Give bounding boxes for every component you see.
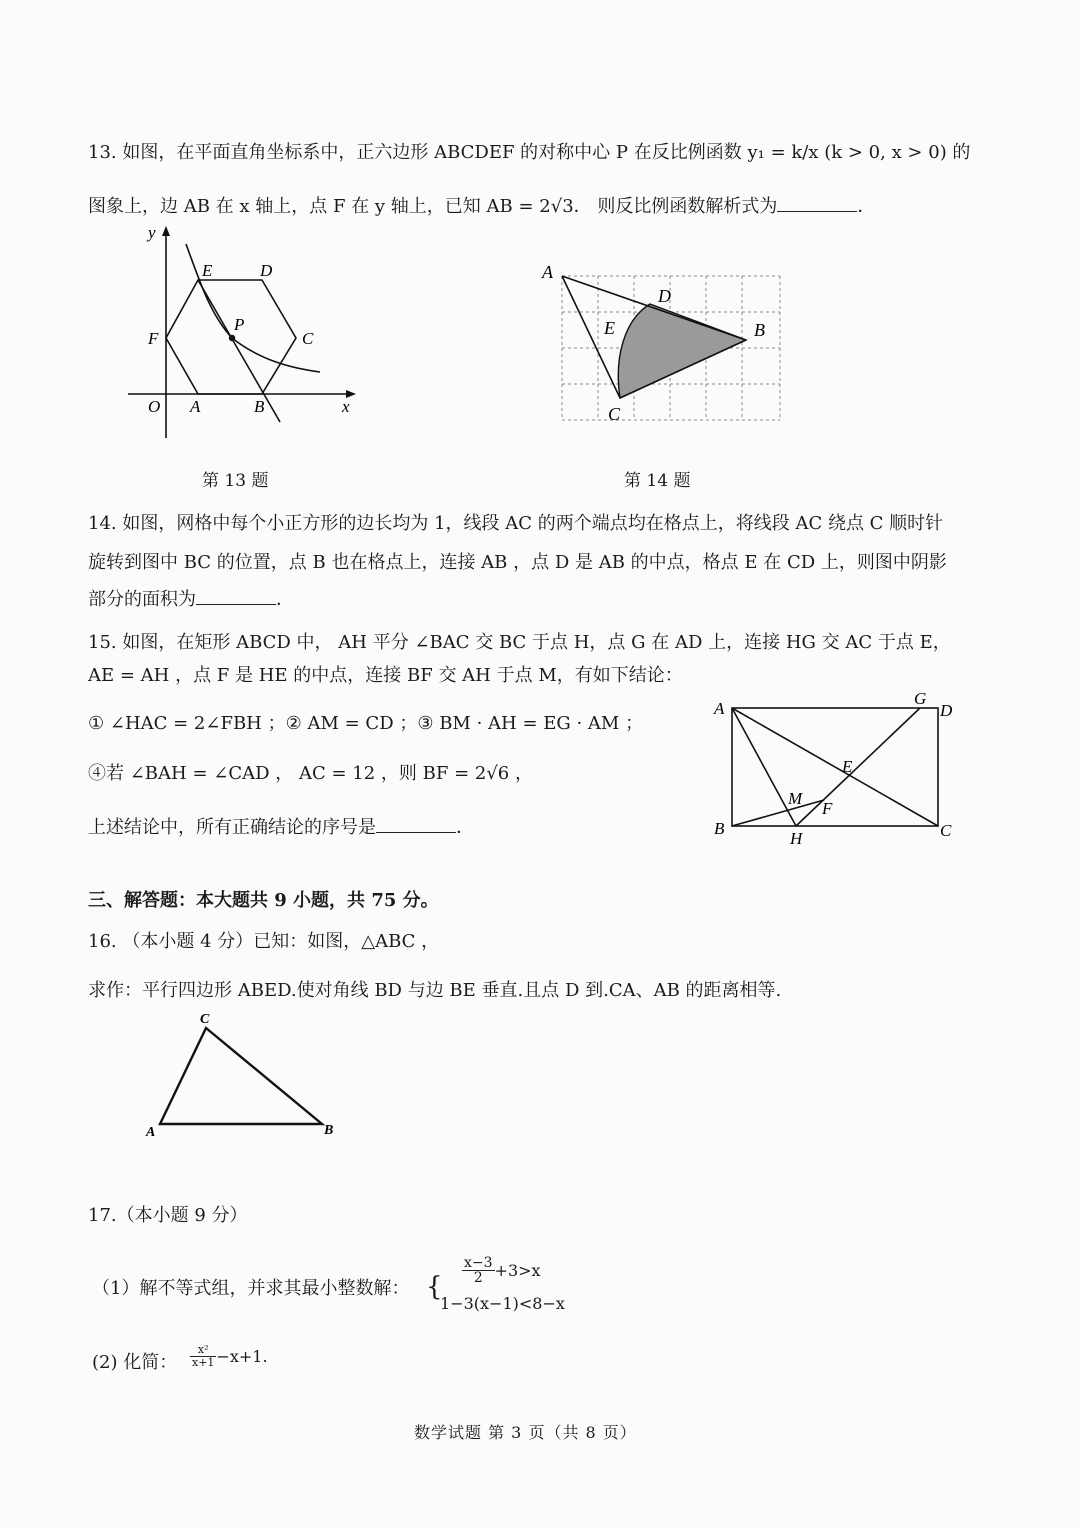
figure-16 [140,1010,350,1140]
simplify-expression [190,1344,268,1369]
fraction-1-denominator: 2 [473,1270,483,1286]
q16-line1: 16. （本小题 4 分）已知：如图，△ABC ， [88,931,440,952]
q13-line2-end: ． [857,196,876,217]
caption-14: 第 14 题 [624,471,691,491]
q13-line2 [88,193,875,218]
section-3-heading: 三、解答题：本大题共 9 小题，共 75 分。 [88,890,439,911]
label-H: H [790,829,803,848]
segment-HG [796,708,920,826]
q15-line5-end: ． [456,817,474,838]
label-D: D [940,701,953,720]
label-B: B [254,397,265,416]
label-A: A [714,699,725,718]
label-A: A [542,262,553,282]
inequality-1 [462,1256,541,1285]
label-E: E [202,261,213,280]
figure-15 [706,686,966,848]
label-y: y [148,223,156,242]
fraction-1 [462,1256,495,1285]
simplify-denominator: x+1 [192,1356,215,1369]
inequality-1-rest: +3>x [494,1261,541,1280]
q13-line1: 13. 如图，在平面直角坐标系中，正六边形 ABCDEF 的对称中心 P 在反比例函数 y₁ = k/x (k > 0, x > 0) 的 [88,142,971,163]
fraction-1-numerator: x−3 [464,1255,493,1271]
label-D: D [260,261,273,280]
diagonal-AC [732,708,938,826]
triangle-ABC [160,1028,322,1124]
q15-line2: AE = AH ，点 F 是 HE 的中点，连接 BF 交 AH 于点 M，有如下结论： [88,665,683,686]
q14-line3-end: ． [276,589,294,610]
inequality-system [426,1256,566,1316]
label-C: C [200,1012,210,1027]
label-A: A [190,397,201,416]
answer-blank-13[interactable] [777,193,857,212]
label-G: G [914,689,927,708]
label-B: B [754,320,765,340]
label-F: F [822,799,833,818]
q15-line1: 15. 如图，在矩形 ABCD 中， AH 平分 ∠BAC 交 BC 于点 H，点 G 在 AD 上，连接 HG 交 AC 于点 E， [88,632,951,653]
q15-line5 [88,814,474,839]
y-axis-arrow [162,226,170,236]
diagonal-EB [198,280,280,422]
label-C: C [608,404,621,424]
q14-line1: 14. 如图，网格中每个小正方形的边长均为 1，线段 AC 的两个端点均在格点上，将线段 AC 绕点 C 顺时针 [88,513,944,534]
figure-13 [120,222,370,450]
q13-line2-text: 图象上，边 AB 在 x 轴上，点 F 在 y 轴上，已知 AB = 2√3． 则反比例函数解析式为 [88,196,778,217]
q14-line2: 旋转到图中 BC 的位置，点 B 也在格点上，连接 AB ，点 D 是 AB 的中点，格点 E 在 CD 上，则图中阴影 [88,552,947,573]
label-D: D [658,286,671,306]
q17-part1: （1）解不等式组，并求其最小整数解： [92,1278,410,1299]
label-P: P [234,315,245,334]
q17-part2: (2) 化简： [92,1352,178,1373]
answer-blank-14[interactable] [196,586,276,605]
simplify-numerator: x² [190,1344,216,1357]
answer-blank-15[interactable] [376,814,456,833]
q14-line3-text: 部分的面积为 [88,589,196,610]
q15-line4: ④若 ∠BAH = ∠CAD ， AC = 12 ，则 BF = 2√6 ， [88,763,533,784]
label-F: F [148,329,159,348]
label-M: M [788,789,803,808]
q15-line3: ① ∠HAC = 2∠FBH ；② AM = CD ；③ BM · AH = EG · AM ； [88,713,644,734]
figure-14 [540,258,790,440]
label-x: x [342,397,350,416]
q16-line2: 求作：平行四边形 ABED.使对角线 BD 与边 BE 垂直.且点 D 到.CA、AB 的距离相等. [88,980,782,1001]
page-footer: 数学试题 第 3 页（共 8 页） [414,1423,637,1442]
q15-line5-text: 上述结论中，所有正确结论的序号是 [88,817,376,838]
label-C: C [302,329,314,348]
q17-title: 17.（本小题 9 分） [88,1205,248,1226]
label-B: B [324,1123,334,1138]
label-E: E [604,318,615,338]
label-O: O [148,397,161,416]
simplify-rest: −x+1. [216,1347,268,1366]
q14-line3 [88,586,294,611]
caption-13: 第 13 题 [202,471,269,491]
inequality-2: 1−3(x−1)<8−x [440,1294,565,1313]
simplify-fraction [190,1344,216,1369]
label-E: E [842,757,853,776]
point-P [229,335,235,341]
label-C: C [940,821,952,840]
label-A: A [146,1125,156,1140]
label-B: B [714,819,725,838]
brace-icon: { [426,1272,443,1302]
